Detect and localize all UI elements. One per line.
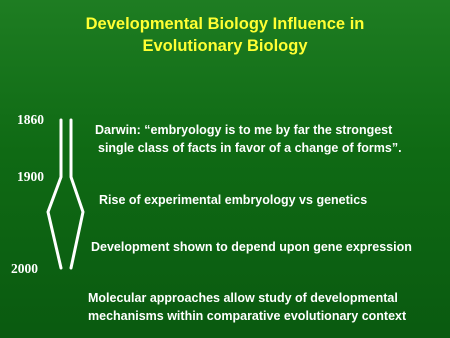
molecular-note-line-2: mechanisms within comparative evolutionary context — [88, 309, 407, 323]
year-label-1860: 1860 — [17, 112, 44, 127]
experimental-embryology-note: Rise of experimental embryology vs genetics — [99, 193, 368, 207]
year-label-2000: 2000 — [11, 261, 38, 276]
gene-expression-note: Development shown to depend upon gene expression — [91, 240, 412, 254]
title-line-1: Developmental Biology Influence in — [85, 15, 365, 33]
molecular-approaches-note — [88, 289, 406, 325]
darwin-quote-line-2: single class of facts in favor of a change of forms”. — [98, 141, 402, 155]
darwin-quote-line-1: Darwin: “embryology is to me by far the strongest — [95, 123, 393, 137]
timeline-left-line — [48, 120, 61, 268]
timeline-right-line — [71, 120, 83, 268]
darwin-quote — [95, 121, 402, 157]
year-label-1900: 1900 — [17, 169, 44, 184]
molecular-note-line-1: Molecular approaches allow study of developmental — [88, 291, 398, 305]
title-line-2: Evolutionary Biology — [142, 37, 308, 55]
